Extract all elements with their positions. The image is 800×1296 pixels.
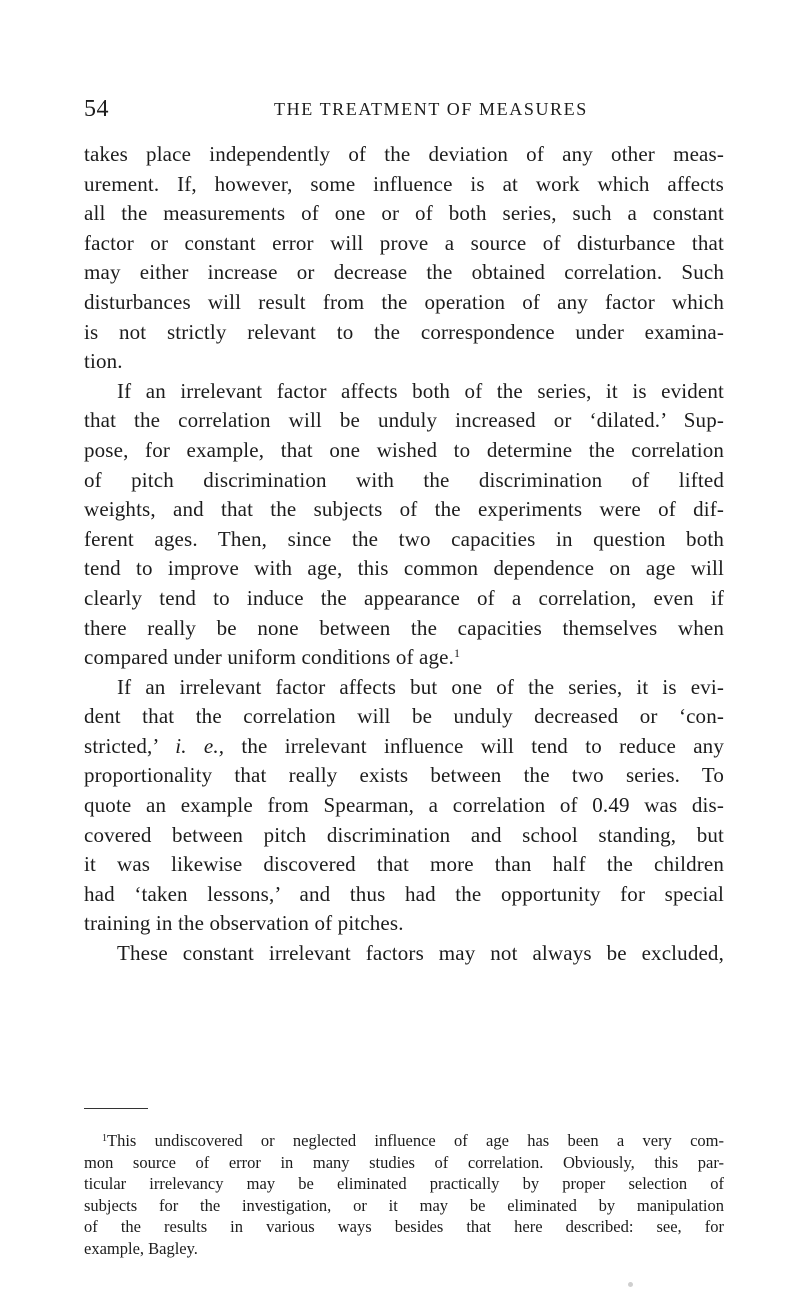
text-line: dent that the correlation will be unduly decreased or ‘con- xyxy=(84,704,724,729)
text-line: training in the observation of pitches. xyxy=(84,911,404,936)
footnote xyxy=(84,1130,724,1259)
text-line: disturbances will result from the operation of any factor which xyxy=(84,289,724,314)
text-fragment: the irrelevant influence will tend to reduce any xyxy=(224,733,724,758)
footnote-line: ticular irrelevancy may be eliminated practically by proper selection of xyxy=(84,1174,724,1193)
text-line: These constant irrelevant factors may not always be excluded, xyxy=(117,941,724,966)
text-line: weights, and that the subjects of the experiments were of dif- xyxy=(84,497,724,522)
footnote-line: example, Bagley. xyxy=(84,1238,198,1258)
text-line xyxy=(84,732,724,762)
footnote-line: subjects for the investigation, or it may be eliminated by manipulation xyxy=(84,1195,724,1215)
footnote-line xyxy=(84,1130,724,1152)
footnote-divider xyxy=(84,1108,148,1109)
text-line xyxy=(84,643,724,673)
running-title: THE TREATMENT OF MEASURES xyxy=(274,99,588,119)
text-line: there really be none between the capacities themselves when xyxy=(84,615,724,640)
italic-abbreviation: i. e., xyxy=(175,733,225,758)
text-line: is not strictly relevant to the correspondence under examina- xyxy=(84,319,724,344)
text-line: takes place independently of the deviation of any other meas- xyxy=(84,142,724,166)
text-line: had ‘taken lessons,’ and thus had the opportunity for special xyxy=(84,881,724,906)
footnote-text: This undiscovered or neglected influence of age has been a very com- xyxy=(107,1131,724,1150)
text-line: If an irrelevant factor affects but one of the series, it is evi- xyxy=(117,674,724,699)
footnote-line: of the results in various ways besides that here described: see, for xyxy=(84,1217,724,1236)
footnote-marker: 1 xyxy=(102,1133,107,1144)
text-line: clearly tend to induce the appearance of a correlation, even if xyxy=(84,585,724,610)
text-line: urement. If, however, some influence is at work which affects xyxy=(84,171,724,196)
running-head xyxy=(84,96,724,126)
text-line: it was likewise discovered that more than half the children xyxy=(84,852,724,877)
text-line: tion. xyxy=(84,349,123,374)
text-line-content: compared under uniform conditions of age. xyxy=(84,645,455,670)
text-line: covered between pitch discrimination and school standing, but xyxy=(84,822,724,847)
text-line: proportionality that really exists between the two series. To xyxy=(84,763,724,788)
text-line: may either increase or decrease the obtained correlation. Such xyxy=(84,260,724,285)
text-line: of pitch discrimination with the discrimination of lifted xyxy=(84,467,724,492)
footnote-line: mon source of error in many studies of correlation. Obviously, this par- xyxy=(84,1152,724,1172)
text-line: tend to improve with age, this common dependence on age will xyxy=(84,556,724,581)
text-line: that the correlation will be unduly increased or ‘dilated.’ Sup- xyxy=(84,408,724,433)
text-line: pose, for example, that one wished to determine the correlation xyxy=(84,437,724,462)
body-text xyxy=(84,140,724,969)
text-line: If an irrelevant factor affects both of the series, it is evident xyxy=(117,378,724,403)
paper-speck xyxy=(628,1282,633,1287)
text-fragment: stricted,’ xyxy=(84,733,176,758)
text-line: factor or constant error will prove a source of disturbance that xyxy=(84,230,724,255)
text-line: all the measurements of one or of both series, such a constant xyxy=(84,201,724,226)
text-line: ferent ages. Then, since the two capacities in question both xyxy=(84,526,724,551)
footnote-reference: 1 xyxy=(454,646,461,661)
text-line: quote an example from Spearman, a correlation of 0.49 was dis- xyxy=(84,793,724,818)
page-number: 54 xyxy=(84,96,109,122)
